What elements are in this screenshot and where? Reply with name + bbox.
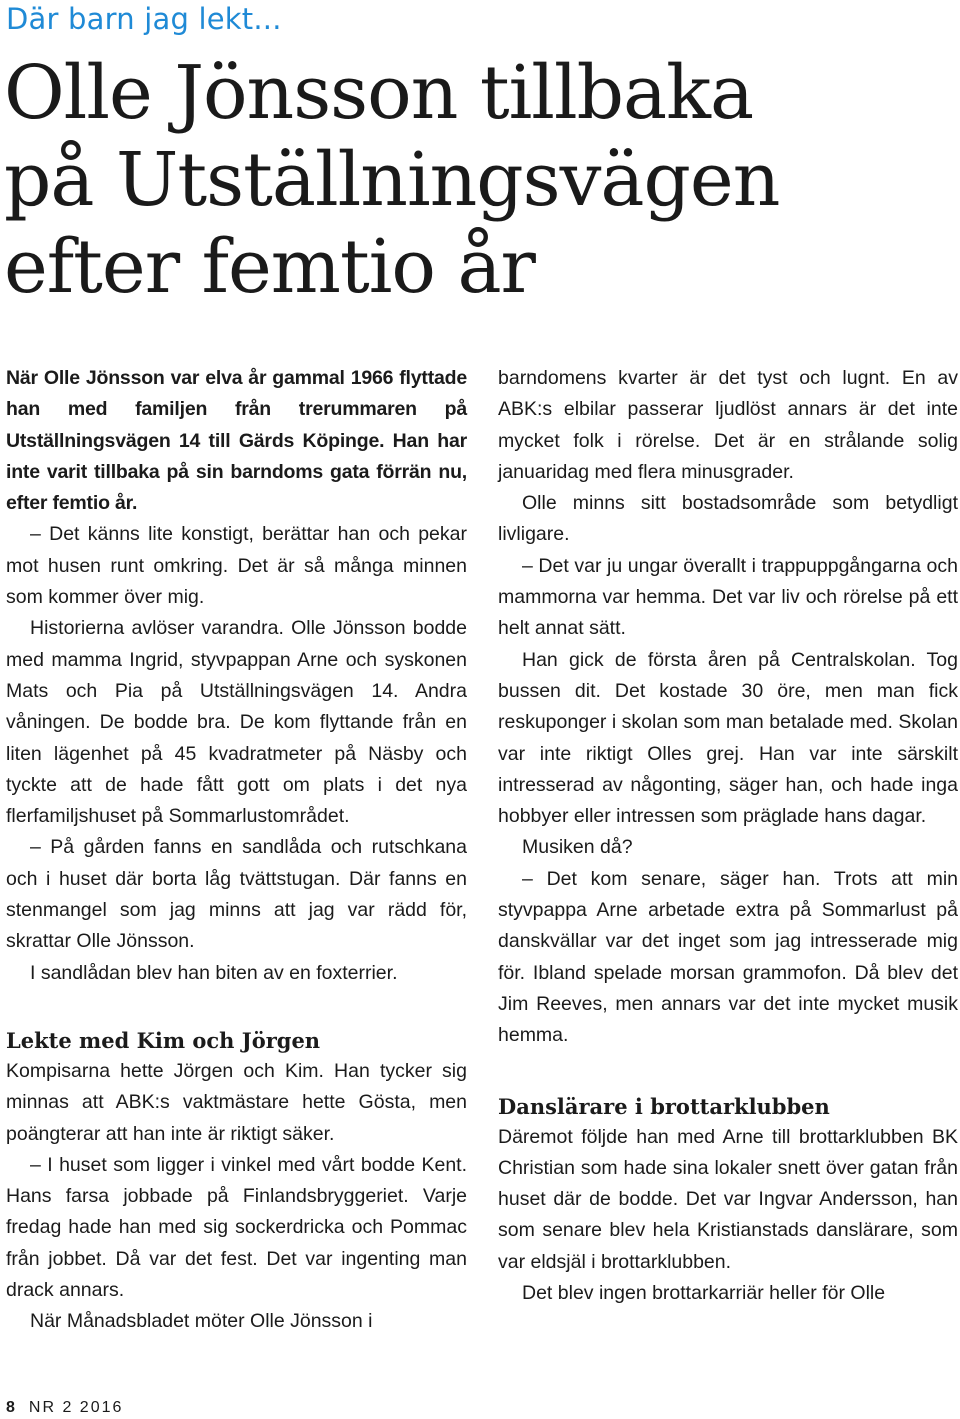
subheading-danslarare: Danslärare i brottarklubben — [498, 1093, 830, 1119]
page-number: 8 — [6, 1399, 15, 1416]
headline — [4, 50, 954, 311]
headline-line-3: efter femtio år — [4, 224, 535, 310]
body-paragraph: Kompisarna hette Jörgen och Kim. Han tycker sig minnas att ABK:s vaktmästare hette Gösta, men poängterar att han inte är riktigt säker. — [6, 1059, 467, 1145]
body-paragraph: Han gick de första åren på Centralskolan. Tog bussen dit. Det kostade 30 öre, men man fick reskuponger i skolan som man betalade med. Skolan var inte riktigt Olles grej. Han var inte särskilt intresserad av någonting, säger han, och hade inga hobbyer eller intressen som präglade hans dagar. — [498, 648, 958, 828]
headline-line-2: på Utställningsvägen — [4, 137, 780, 223]
body-paragraph: – Det känns lite konstigt, berättar han och pekar mot husen runt omkring. Det är så många minnen som kommer över mig. — [6, 523, 467, 609]
body-paragraph: Däremot följde han med Arne till brottarklubben BK Christian som hade sina lokaler snett över gatan från huset där de bodde. Det var Ingvar Andersson, han som senare blev hela Kristianstads danslärare, som var eldsjäl i brottarklubben. — [498, 1125, 958, 1273]
body-paragraph: Olle minns sitt bostadsområde som betydligt livligare. — [498, 492, 958, 546]
body-paragraph: När Månadsbladet möter Olle Jönsson i — [30, 1310, 373, 1333]
body-paragraph: – På gården fanns en sandlåda och rutschkana och i huset där borta låg tvättstugan. Där fanns en stenmangel som jag minns att jag var rädd för, skrattar Olle Jönsson. — [6, 836, 467, 953]
body-paragraph: I sandlådan blev han biten av en foxterrier. — [30, 961, 398, 984]
page-footer — [6, 1398, 123, 1418]
body-paragraph: – Det var ju ungar överallt i trappuppgångarna och mammorna var hemma. Det var liv och rörelse på ett helt annat sätt. — [498, 554, 958, 640]
section-kicker: Där barn jag lekt... — [6, 2, 282, 36]
body-paragraph: barndomens kvarter är det tyst och lugnt. En av ABK:s elbilar passerar ljudlöst annars är det inte mycket folk i rörelse. Det är en strålande solig januaridag med flera minusgrader. — [498, 367, 958, 483]
body-paragraph: – Det kom senare, säger han. Trots att min styvpappa Arne arbetade extra på Sommarlust på danskvällar var det inget som jag intresserade mig för. Ibland spelade morsan grammofon. Då blev det Jim Reeves, men annars var det inte mycket musik hemma. — [498, 867, 958, 1047]
headline-line-1: Olle Jönsson tillbaka — [4, 50, 754, 136]
left-column — [6, 363, 467, 1338]
subheading-lekte: Lekte med Kim och Jörgen — [6, 1027, 321, 1053]
right-column — [498, 363, 958, 1309]
body-paragraph: Historierna avlöser varandra. Olle Jönsson bodde med mamma Ingrid, styvpappan Arne och syskonen Mats och Pia på Utställningsvägen 14. Andra våningen. De bodde bra. De kom flyttande från en liten lägenhet på 45 kvadratmeter på Näsby och tyckte att de hade fått gott om plats i det nya flerfamiljshuset på Sommarlustområdet. — [6, 617, 467, 828]
body-paragraph: Musiken då? — [522, 836, 633, 859]
issue-label: NR 2 2016 — [28, 1399, 124, 1416]
body-paragraph: Det blev ingen brottarkarriär heller för Olle — [522, 1282, 886, 1305]
body-paragraph: – I huset som ligger i vinkel med vårt bodde Kent. Hans farsa jobbade på Finlandsbryggeriet. Varje fredag hade han med sig sockerdricka och Pommac från jobbet. Då var det fest. Det var ingenting man drack annars. — [6, 1153, 467, 1302]
lead-paragraph: När Olle Jönsson var elva år gammal 1966 flyttade han med familjen från trerummaren på Utställningsvägen 14 till Gärds Köpinge. Han har inte varit tillbaka på sin barndoms gata förrän nu, efter femtio år. — [6, 367, 467, 515]
